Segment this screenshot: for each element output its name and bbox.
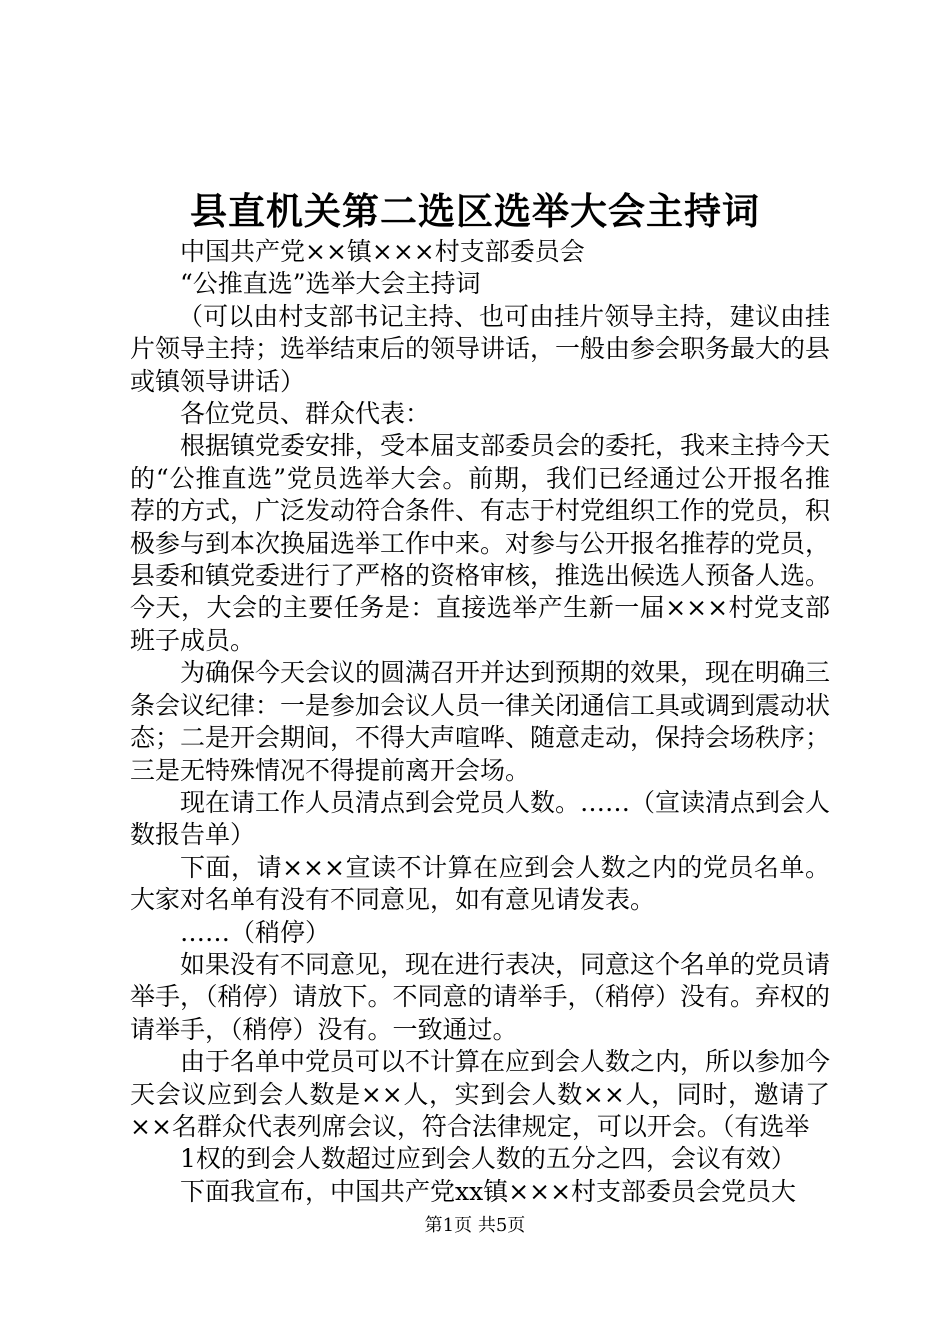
paragraph-announcement: 下面我宣布，中国共产党xx镇×××村支部委员会党员大 (180, 1176, 797, 1206)
document-body (130, 236, 830, 1208)
paragraph-subtitle: “公推直选”选举大会主持词 (180, 269, 481, 299)
document-title: 县直机关第二选区选举大会主持词 (190, 189, 760, 233)
paragraph-host-note: （可以由村支部书记主持、也可由挂片领导主持，建议由挂片领导主持；选举结束后的领导讲话，一般由参会职务最大的县或镇领导讲话） (130, 301, 831, 396)
paragraph-pause: ……（稍停） (180, 917, 331, 947)
paragraph-vote: 如果没有不同意见，现在进行表决，同意这个名单的党员请举手，（稍停）请放下。不同意的请举手，（稍停）没有。弃权的请举手，（稍停）没有。一致通过。 (130, 949, 831, 1044)
page-number-footer: 第1页 共5页 (424, 1215, 526, 1236)
paragraph-greeting: 各位党员、群众代表： (180, 399, 431, 429)
paragraph-quorum-note: 1权的到会人数超过应到会人数的五分之四，会议有效） (180, 1144, 796, 1174)
paragraph-headcount: 现在请工作人员清点到会党员人数。……（宣读清点到会人数报告单） (130, 787, 831, 850)
paragraph-discipline: 为确保今天会议的圆满召开并达到预期的效果，现在明确三条会议纪律：一是参加会议人员一律关闭通信工具或调到震动状态；二是开会期间，不得大声喧哗、随意走动，保持会场秩序；三是无特殊情况不得提前离开会场。 (130, 658, 831, 785)
paragraph-party-committee: 中国共产党××镇×××村支部委员会 (180, 237, 585, 266)
paragraph-opening: 根据镇党委安排，受本届支部委员会的委托，我来主持今天的“公推直选”党员选举大会。前期，我们已经通过公开报名推荐的方式，广泛发动符合条件、有志于村党组织工作的党员，积极参与到本次换届选举工作中来。对参与公开报名推荐的党员，县委和镇党委进行了严格的资格审核，推选出候选人预备人选。今天，大会的主要任务是：直接选举产生新一届×××村党支部班子成员。 (130, 431, 831, 655)
paragraph-exclusion-list: 下面，请×××宣读不计算在应到会人数之内的党员名单。大家对名单有没有不同意见，如有意见请发表。 (130, 852, 830, 915)
paragraph-quorum: 由于名单中党员可以不计算在应到会人数之内，所以参加今天会议应到会人数是××人，实到会人数××人，同时，邀请了××名群众代表列席会议，符合法律规定，可以开会。（有选举 (130, 1047, 831, 1141)
